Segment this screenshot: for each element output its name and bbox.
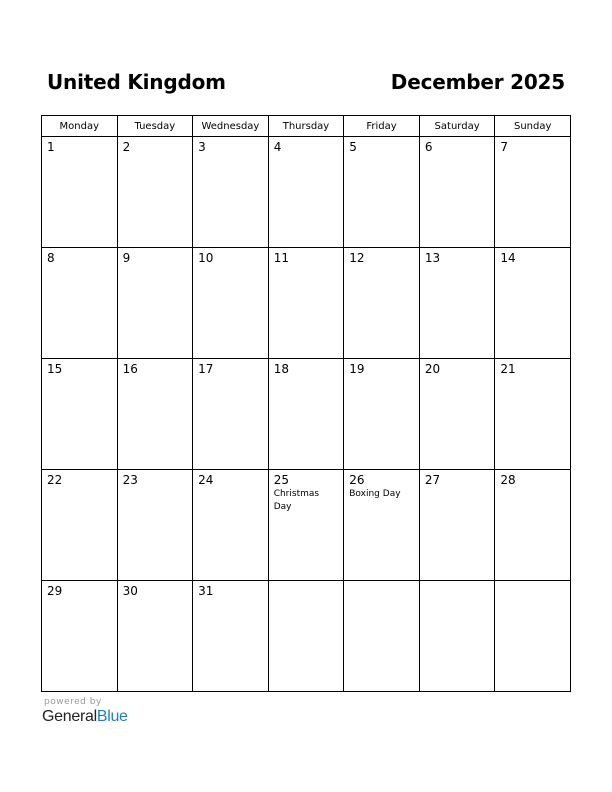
week-row (42, 470, 571, 581)
day-cell (419, 248, 495, 359)
day-number: 10 (198, 251, 214, 265)
day-number: 1 (47, 140, 55, 154)
holiday-label: Christmas Day (273, 489, 320, 512)
day-number (344, 581, 419, 584)
day-number: 4 (273, 140, 282, 154)
day-number: 18 (273, 362, 289, 376)
day-cell (117, 248, 193, 359)
day-cell (117, 359, 193, 470)
weekday-header-row (42, 116, 571, 137)
day-cell (42, 359, 118, 470)
day-cell (419, 470, 495, 581)
day-cell (495, 470, 571, 581)
day-number: 5 (349, 140, 357, 154)
day-cell (42, 581, 118, 692)
day-number: 29 (47, 584, 63, 598)
logo-text-general: General (42, 708, 97, 725)
day-number: 6 (424, 140, 433, 154)
day-cell (419, 359, 495, 470)
day-number: 12 (349, 251, 365, 265)
day-number: 16 (122, 362, 138, 376)
day-number: 8 (47, 251, 55, 265)
day-number: 27 (424, 473, 441, 487)
day-number: 26 (349, 473, 365, 487)
day-number: 30 (122, 584, 138, 598)
day-number: 25 (273, 473, 289, 487)
day-cell (193, 581, 269, 692)
week-row (42, 248, 571, 359)
day-number: 28 (500, 473, 516, 487)
day-cell (268, 359, 344, 470)
day-number: 15 (47, 362, 63, 376)
weekday-header: Monday (42, 116, 118, 137)
weekday-header: Friday (344, 116, 420, 137)
day-cell (42, 248, 118, 359)
day-cell (193, 359, 269, 470)
day-number: 13 (424, 251, 441, 265)
weekday-header: Tuesday (117, 116, 193, 137)
month-title: December 2025 (390, 70, 565, 94)
day-cell (268, 137, 344, 248)
day-cell (193, 470, 269, 581)
weekday-header: Wednesday (193, 116, 269, 137)
powered-by-label: powered by (44, 697, 102, 707)
day-cell (344, 359, 420, 470)
day-cell (268, 470, 344, 581)
day-cell (419, 137, 495, 248)
day-number: 17 (198, 362, 214, 376)
day-cell (193, 137, 269, 248)
day-cell (495, 248, 571, 359)
country-title: United Kingdom (47, 70, 226, 94)
day-number: 14 (500, 251, 516, 265)
weekday-header: Sunday (495, 116, 571, 137)
day-number (269, 581, 344, 584)
day-number: 31 (198, 584, 214, 598)
day-number: 20 (424, 362, 441, 376)
day-cell (495, 137, 571, 248)
weekday-header: Saturday (419, 116, 495, 137)
day-number: 23 (122, 473, 138, 487)
day-cell (495, 359, 571, 470)
day-number: 2 (122, 140, 131, 154)
day-cell (117, 470, 193, 581)
day-number: 19 (349, 362, 365, 376)
day-cell (419, 581, 495, 692)
day-number: 22 (47, 473, 63, 487)
day-number (495, 581, 570, 584)
day-number: 3 (198, 140, 206, 154)
day-cell (42, 470, 118, 581)
day-cell (193, 248, 269, 359)
day-cell (344, 248, 420, 359)
day-number (420, 581, 495, 584)
day-cell (344, 470, 420, 581)
day-number: 24 (198, 473, 214, 487)
holiday-label: Boxing Day (349, 489, 401, 499)
day-cell (268, 248, 344, 359)
day-number: 9 (122, 251, 131, 265)
logo-text-blue: Blue (96, 708, 128, 725)
day-cell (117, 581, 193, 692)
day-number: 21 (500, 362, 516, 376)
day-cell (268, 581, 344, 692)
day-cell (42, 137, 118, 248)
day-cell (117, 137, 193, 248)
day-cell (344, 581, 420, 692)
day-number: 11 (273, 251, 289, 265)
day-cell (344, 137, 420, 248)
day-number: 7 (500, 140, 509, 154)
generalblue-logo[interactable] (42, 708, 128, 726)
week-row (42, 581, 571, 692)
calendar-grid (41, 115, 571, 692)
weekday-header: Thursday (268, 116, 344, 137)
day-cell (495, 581, 571, 692)
week-row (42, 359, 571, 470)
week-row (42, 137, 571, 248)
